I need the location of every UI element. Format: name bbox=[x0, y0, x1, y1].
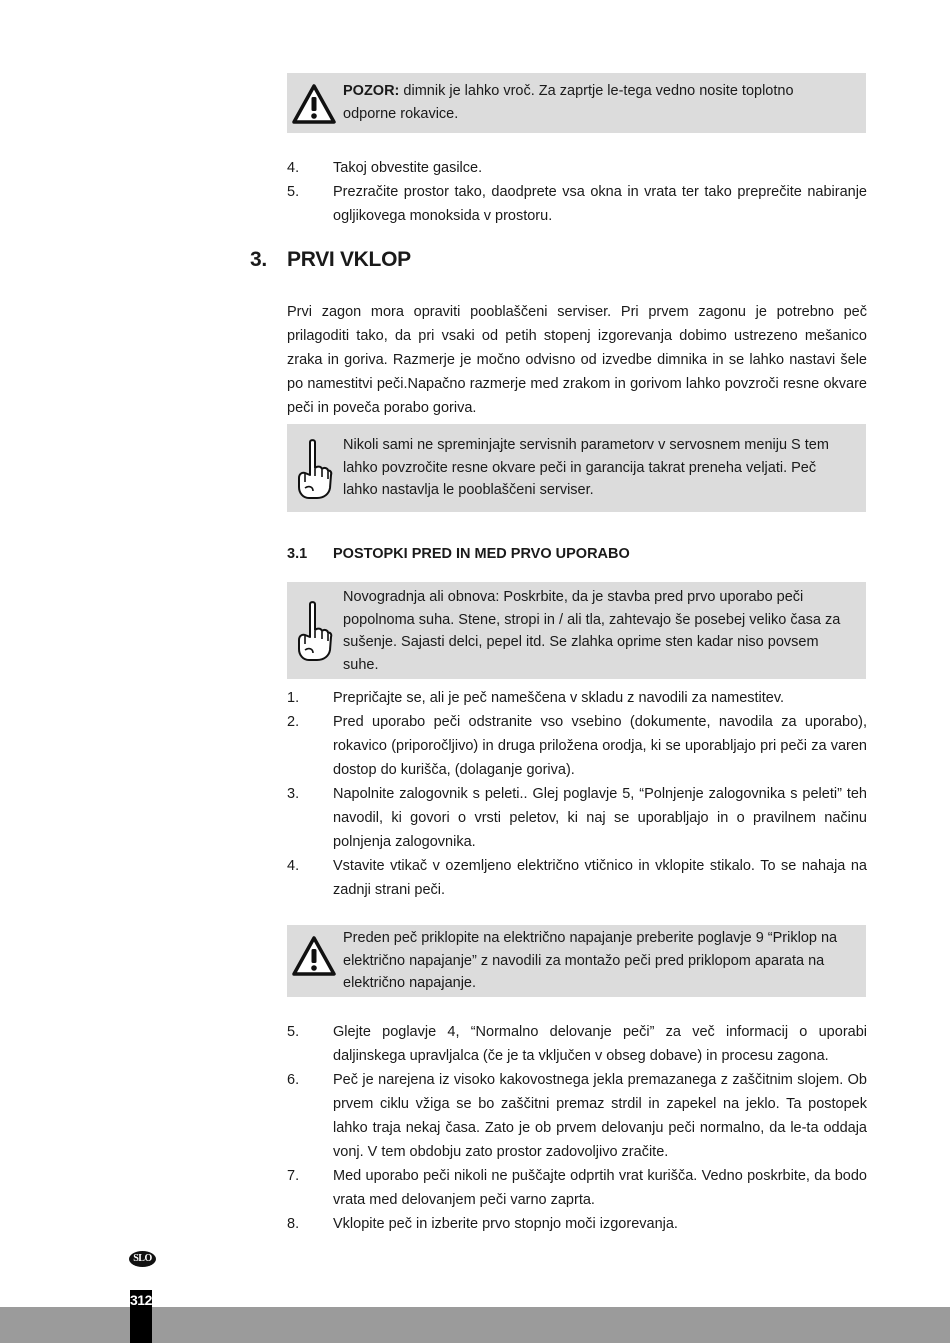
warning-text: Preden peč priklopite na električno napajanje preberite poglavje 9 “Priklop na električno napajanje” z navodili za montažo peči pred priklopom aparata na električno napajanje. bbox=[343, 930, 838, 991]
list-item: 1. Prepričajte se, ali je peč nameščena v skladu z navodili za namestitev. bbox=[287, 690, 785, 706]
warning-label: POZOR: bbox=[343, 83, 400, 99]
list-item: 6. Peč je narejena iz visoko kakovostnega jekla premazanega z zaščitnim slojem. Ob prvem ciklu vžiga se bo zaščitni premaz strdil in zapekel na jeklo. Ta postopek lahko traja nekaj časa. Zato je ob prvem delovanju peči normalno, da le-ta oddaja vonj. V tem obdobju zato prostor zadovoljivo zračite. bbox=[287, 1072, 867, 1160]
steps-list-a bbox=[287, 156, 867, 228]
list-item: 3. Napolnite zalogovnik s peleti.. Glej poglavje 5, “Polnjenje zalogovnika s peleti” teh navodil, ki govori o vrsti peletov, ki naj se uporabljajo in o pravilnem načinu polnjenja zalogovnika. bbox=[287, 786, 867, 850]
steps-list-b bbox=[287, 686, 867, 902]
warning-box-electrical bbox=[287, 925, 866, 997]
list-item: 4. Takoj obvestite gasilce. bbox=[287, 160, 483, 176]
note-text: Novogradnja ali obnova: Poskrbite, da je stavba pred prvo uporabo peči popolnoma suha. Stene, stropi in / ali tla, zahtevajo še posebej veliko časa za sušenje. Sajasti delci, pepel itd. Se zlahka oprime sten kadar niso povsem suhe. bbox=[343, 589, 841, 673]
language-badge: SLO bbox=[129, 1251, 156, 1267]
warning-text: POZOR: dimnik je lahko vroč. Za zaprtje le-tega vedno nosite toplotno odporne rokavice. bbox=[343, 83, 794, 122]
list-item: 7. Med uporabo peči nikoli ne puščajte odprtih vrat kurišča. Vedno poskrbite, da bodo vrata med delovanjem peči varno zaprta. bbox=[287, 1168, 867, 1208]
note-box-service-parameters bbox=[287, 424, 866, 512]
pointing-hand-icon bbox=[293, 600, 333, 664]
intro-paragraph: Prvi zagon mora opraviti pooblaščeni serviser. Pri prvem zagonu je potrebno peč prilagoditi tako, da pri vsaki od petih stopenj izgorevanja dobimo ustrezeno mešanico zraka in goriva. Razmerje je močno odvisno od izvedbe dimnika in se lahko nastavi šele po namestitvi peči.Napačno razmerje med zrakom in gorivom lahko povzroči resne okvare peči in poveča porabo goriva. bbox=[287, 304, 867, 416]
list-item: 8. Vklopite peč in izberite prvo stopnjo moči izgorevanja. bbox=[287, 1216, 678, 1232]
steps-list-c bbox=[287, 1020, 867, 1236]
list-item: 5. Prezračite prostor tako, daodprete vsa okna in vrata ter tako preprečite nabiranje ogljikovega monoksida v prostoru. bbox=[287, 184, 867, 224]
warning-triangle-icon bbox=[291, 83, 337, 125]
note-box-new-building bbox=[287, 582, 866, 679]
list-item: 5. Glejte poglavje 4, “Normalno delovanje peči” za več informacij o uporabi daljinskega upravljalca (če je ta vključen v obseg dobave) in procesu zagona. bbox=[287, 1024, 867, 1064]
pointing-hand-icon bbox=[293, 438, 333, 502]
note-text: Nikoli sami ne spreminjajte servisnih parametorv v servosnem meniju S tem lahko povzročite resne okvare peči in garancija takrat preneha veljati. Peč lahko nastavlja le pooblaščeni serviser. bbox=[343, 437, 829, 498]
list-item: 4. Vstavite vtikač v ozemljeno električno vtičnico in vklopite stikalo. To se nahaja na zadnji strani peči. bbox=[287, 858, 867, 898]
section-heading: 3. PRVI VKLOP bbox=[250, 248, 411, 271]
warning-box-hot-chimney bbox=[287, 73, 866, 133]
list-item: 2. Pred uporabo peči odstranite vso vsebino (dokumente, navodila za uporabo), rokavico (priporočljivo) in druga priložena orodja, ki se uporabljajo pri peči za varen dostop do kurišča, (dolaganje goriva). bbox=[287, 714, 867, 778]
page-number: 312 bbox=[130, 1292, 152, 1308]
warning-triangle-icon bbox=[291, 935, 337, 977]
subsection-heading: 3.1 POSTOPKI PRED IN MED PRVO UPORABO bbox=[287, 546, 630, 562]
